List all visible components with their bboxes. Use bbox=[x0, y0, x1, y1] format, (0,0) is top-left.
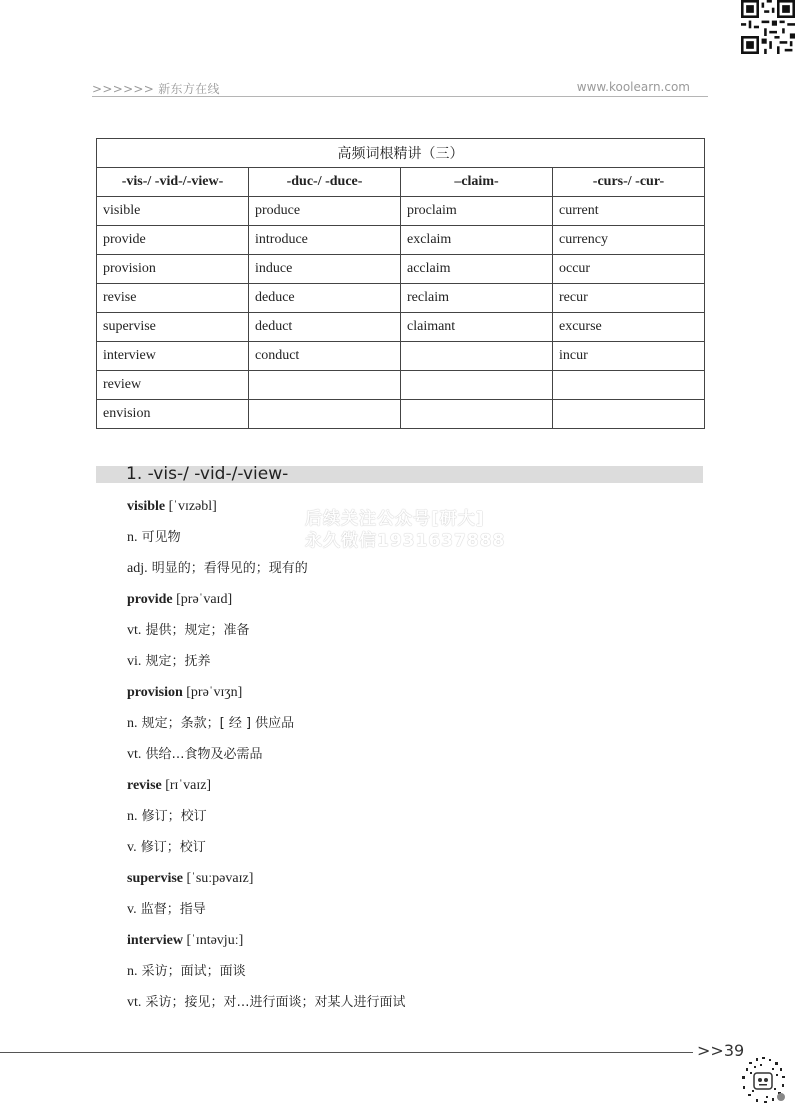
table-row bbox=[97, 255, 705, 284]
table-cell: envision bbox=[97, 400, 249, 429]
part-of-speech: vt. bbox=[127, 747, 142, 762]
part-of-speech: n. bbox=[127, 530, 138, 545]
column-header: –claim- bbox=[401, 168, 553, 197]
table-cell: interview bbox=[97, 342, 249, 371]
entry-headword-line bbox=[127, 589, 687, 620]
table-cell: recur bbox=[553, 284, 705, 313]
entry-definition-line bbox=[127, 713, 687, 744]
table-cell bbox=[249, 400, 401, 429]
headword: provide bbox=[127, 592, 173, 607]
part-of-speech: n. bbox=[127, 716, 138, 731]
part-of-speech: vt. bbox=[127, 623, 142, 638]
definition: 规定；抚养 bbox=[141, 654, 211, 669]
table-cell: current bbox=[553, 197, 705, 226]
headword: provision bbox=[127, 685, 183, 700]
section-heading-bar bbox=[96, 466, 703, 483]
table-row bbox=[97, 284, 705, 313]
page-number: >>39 bbox=[697, 1041, 745, 1060]
entry-headword-line bbox=[127, 775, 687, 806]
table-row bbox=[97, 313, 705, 342]
part-of-speech: v. bbox=[127, 840, 137, 855]
headword: visible bbox=[127, 499, 166, 514]
phonetic: [ˈsuːpəvaɪz] bbox=[183, 871, 254, 886]
footer-divider bbox=[0, 1052, 693, 1053]
table-cell bbox=[249, 371, 401, 400]
table-cell: supervise bbox=[97, 313, 249, 342]
table-header-row bbox=[97, 168, 705, 197]
definition: 监督；指导 bbox=[136, 902, 206, 917]
table-cell: proclaim bbox=[401, 197, 553, 226]
entry-definition-line bbox=[127, 558, 687, 589]
definition: 规定；条款；[ 经 ] 供应品 bbox=[137, 716, 295, 731]
definition: 明显的；看得见的；现有的 bbox=[147, 561, 308, 576]
definition: 可见物 bbox=[137, 530, 181, 545]
entry-headword-line bbox=[127, 868, 687, 899]
page-header bbox=[92, 80, 708, 97]
entry-definition-line bbox=[127, 806, 687, 837]
vocabulary-entries bbox=[127, 496, 687, 1023]
table-cell: provision bbox=[97, 255, 249, 284]
definition: 采访；接见；对…进行面谈；对某人进行面试 bbox=[141, 995, 406, 1010]
table-cell: exclaim bbox=[401, 226, 553, 255]
table-cell bbox=[401, 342, 553, 371]
part-of-speech: adj. bbox=[127, 561, 148, 576]
column-header: -duc-/ -duce- bbox=[249, 168, 401, 197]
table-cell: visible bbox=[97, 197, 249, 226]
part-of-speech: vt. bbox=[127, 995, 142, 1010]
watermark bbox=[305, 508, 515, 552]
part-of-speech: vi. bbox=[127, 654, 142, 669]
part-of-speech: v. bbox=[127, 902, 137, 917]
definition: 修订；校订 bbox=[136, 840, 206, 855]
table-row bbox=[97, 226, 705, 255]
part-of-speech: n. bbox=[127, 809, 138, 824]
headword: interview bbox=[127, 933, 183, 948]
watermark-line: 永久微信1931637888 bbox=[305, 531, 506, 551]
entry-definition-line bbox=[127, 899, 687, 930]
table-row bbox=[97, 400, 705, 429]
table-cell: incur bbox=[553, 342, 705, 371]
table-cell: acclaim bbox=[401, 255, 553, 284]
table-cell bbox=[553, 400, 705, 429]
headword: revise bbox=[127, 778, 162, 793]
table-cell: induce bbox=[249, 255, 401, 284]
word-root-table bbox=[96, 138, 705, 429]
column-header: -vis-/ -vid-/-view- bbox=[97, 168, 249, 197]
table-cell: conduct bbox=[249, 342, 401, 371]
table-title: 高频词根精讲（三） bbox=[97, 139, 705, 168]
table-cell: introduce bbox=[249, 226, 401, 255]
table-cell: currency bbox=[553, 226, 705, 255]
entry-definition-line bbox=[127, 961, 687, 992]
table-cell: deduce bbox=[249, 284, 401, 313]
entry-headword-line bbox=[127, 682, 687, 713]
definition: 修订；校订 bbox=[137, 809, 207, 824]
definition: 供给…食物及必需品 bbox=[141, 747, 263, 762]
phonetic: [prəˈvɪʒn] bbox=[182, 685, 243, 700]
table-cell bbox=[553, 371, 705, 400]
table-row bbox=[97, 342, 705, 371]
table-cell: claimant bbox=[401, 313, 553, 342]
header-brand: >>>>>> 新东方在线 bbox=[92, 82, 220, 96]
phonetic: [ˈvɪzəbl] bbox=[165, 499, 217, 514]
table-row bbox=[97, 371, 705, 400]
section-title: 1. -vis-/ -vid-/-view- bbox=[126, 464, 289, 484]
entry-definition-line bbox=[127, 837, 687, 868]
phonetic: [rɪˈvaɪz] bbox=[161, 778, 212, 793]
headword: supervise bbox=[127, 871, 183, 886]
phonetic: [ˈɪntəvjuː] bbox=[182, 933, 244, 948]
entry-definition-line bbox=[127, 992, 687, 1023]
qr-code-icon bbox=[734, 1052, 792, 1110]
table-cell: provide bbox=[97, 226, 249, 255]
entry-definition-line bbox=[127, 651, 687, 682]
watermark-line: 后续关注公众号[研大] bbox=[305, 509, 485, 529]
table-cell: produce bbox=[249, 197, 401, 226]
table-cell: review bbox=[97, 371, 249, 400]
table-row bbox=[97, 197, 705, 226]
column-header: -curs-/ -cur- bbox=[553, 168, 705, 197]
table-cell: deduct bbox=[249, 313, 401, 342]
entry-definition-line bbox=[127, 744, 687, 775]
table-cell bbox=[401, 371, 553, 400]
table-cell: occur bbox=[553, 255, 705, 284]
table-cell: revise bbox=[97, 284, 249, 313]
qr-code-icon bbox=[740, 0, 796, 54]
phonetic: [prəˈvaɪd] bbox=[172, 592, 233, 607]
definition: 提供；规定；准备 bbox=[141, 623, 250, 638]
part-of-speech: n. bbox=[127, 964, 138, 979]
entry-headword-line bbox=[127, 930, 687, 961]
table-cell: reclaim bbox=[401, 284, 553, 313]
header-url: www.koolearn.com bbox=[576, 80, 690, 94]
entry-definition-line bbox=[127, 620, 687, 651]
definition: 采访；面试；面谈 bbox=[137, 964, 246, 979]
table-cell bbox=[401, 400, 553, 429]
table-cell: excurse bbox=[553, 313, 705, 342]
